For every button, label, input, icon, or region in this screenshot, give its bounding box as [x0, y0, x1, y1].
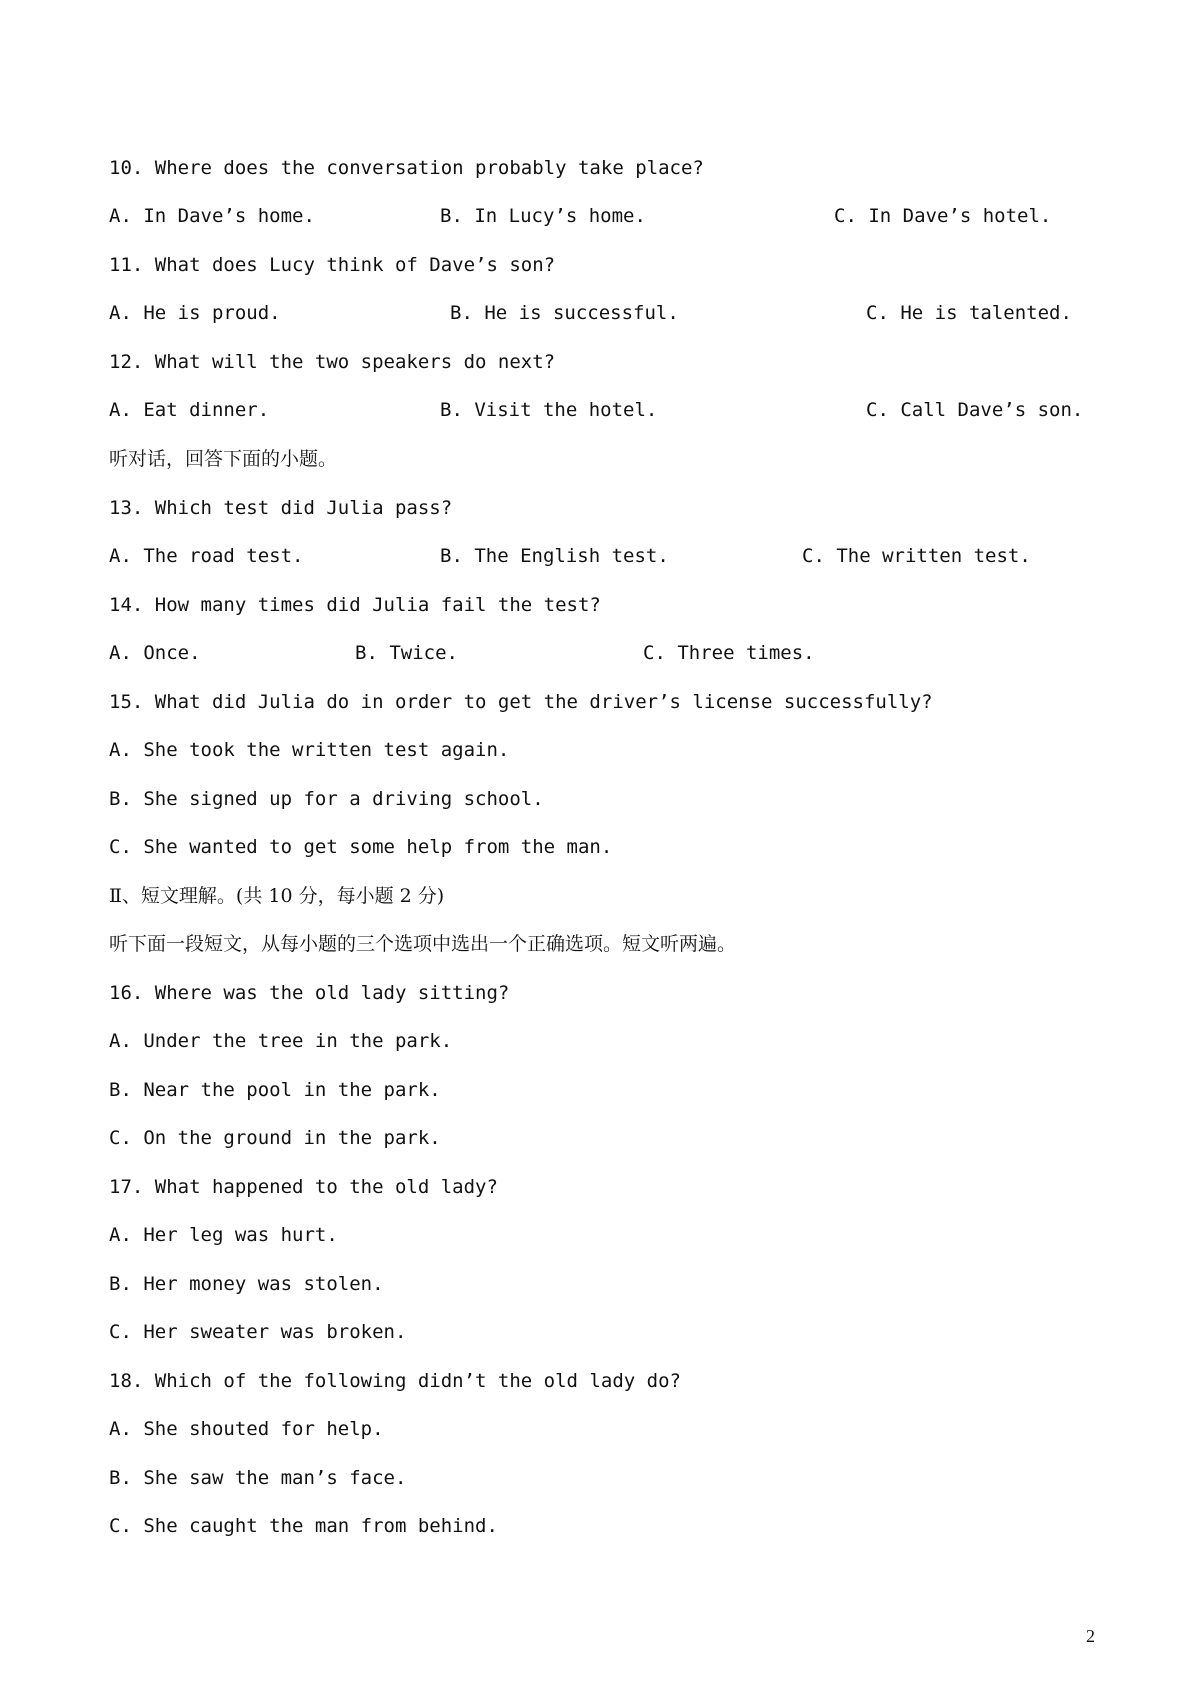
question-14-option-c: C. Three times. — [643, 642, 815, 664]
question-12-option-a: A. Eat dinner. — [109, 399, 270, 421]
question-16-option-c: C. On the ground in the park. — [109, 1127, 441, 1149]
question-17-stem: 17. What happened to the old lady? — [109, 1176, 498, 1198]
question-12-stem: 12. What will the two speakers do next? — [109, 351, 556, 373]
question-11-option-b: B. He is successful. — [450, 302, 679, 324]
question-14-option-a: A. Once. — [109, 642, 201, 664]
question-17-option-a: A. Her leg was hurt. — [109, 1224, 338, 1246]
instruction-dialogue: 听对话，回答下面的小题。 — [109, 448, 338, 470]
question-17-option-c: C. Her sweater was broken. — [109, 1321, 407, 1343]
question-15-option-c: C. She wanted to get some help from the man. — [109, 836, 613, 858]
question-15-stem: 15. What did Julia do in order to get the driver’s license successfully? — [109, 691, 933, 713]
question-16-option-b: B. Near the pool in the park. — [109, 1079, 441, 1101]
question-10-option-c: C. In Dave’s hotel. — [834, 205, 1052, 227]
question-13-stem: 13. Which test did Julia pass? — [109, 497, 453, 519]
question-18-option-c: C. She caught the man from behind. — [109, 1515, 498, 1537]
section-2-heading: Ⅱ、短文理解。(共 10 分，每小题 2 分) — [109, 885, 445, 907]
question-13-option-c: C. The written test. — [802, 545, 1031, 567]
question-12-option-b: B. Visit the hotel. — [440, 399, 658, 421]
question-10-stem: 10. Where does the conversation probably take place? — [109, 157, 704, 179]
question-14-stem: 14. How many times did Julia fail the test? — [109, 594, 601, 616]
question-18-option-a: A. She shouted for help. — [109, 1418, 384, 1440]
question-16-option-a: A. Under the tree in the park. — [109, 1030, 453, 1052]
question-18-stem: 18. Which of the following didn’t the old lady do? — [109, 1370, 681, 1392]
question-16-stem: 16. Where was the old lady sitting? — [109, 982, 510, 1004]
question-11-option-a: A. He is proud. — [109, 302, 281, 324]
question-10-option-a: A. In Dave’s home. — [109, 205, 315, 227]
question-17-option-b: B. Her money was stolen. — [109, 1273, 384, 1295]
question-11-option-c: C. He is talented. — [866, 302, 1072, 324]
instruction-passage: 听下面一段短文，从每小题的三个选项中选出一个正确选项。短文听两遍。 — [109, 933, 737, 955]
question-18-option-b: B. She saw the man’s face. — [109, 1467, 407, 1489]
question-15-option-b: B. She signed up for a driving school. — [109, 788, 544, 810]
question-13-option-b: B. The English test. — [440, 545, 669, 567]
page-number: 2 — [1086, 1626, 1095, 1646]
question-14-option-b: B. Twice. — [355, 642, 458, 664]
question-11-stem: 11. What does Lucy think of Dave’s son? — [109, 254, 556, 276]
question-15-option-a: A. She took the written test again. — [109, 739, 510, 761]
question-10-option-b: B. In Lucy’s home. — [440, 205, 646, 227]
question-13-option-a: A. The road test. — [109, 545, 304, 567]
question-12-option-c: C. Call Dave’s son. — [866, 399, 1084, 421]
